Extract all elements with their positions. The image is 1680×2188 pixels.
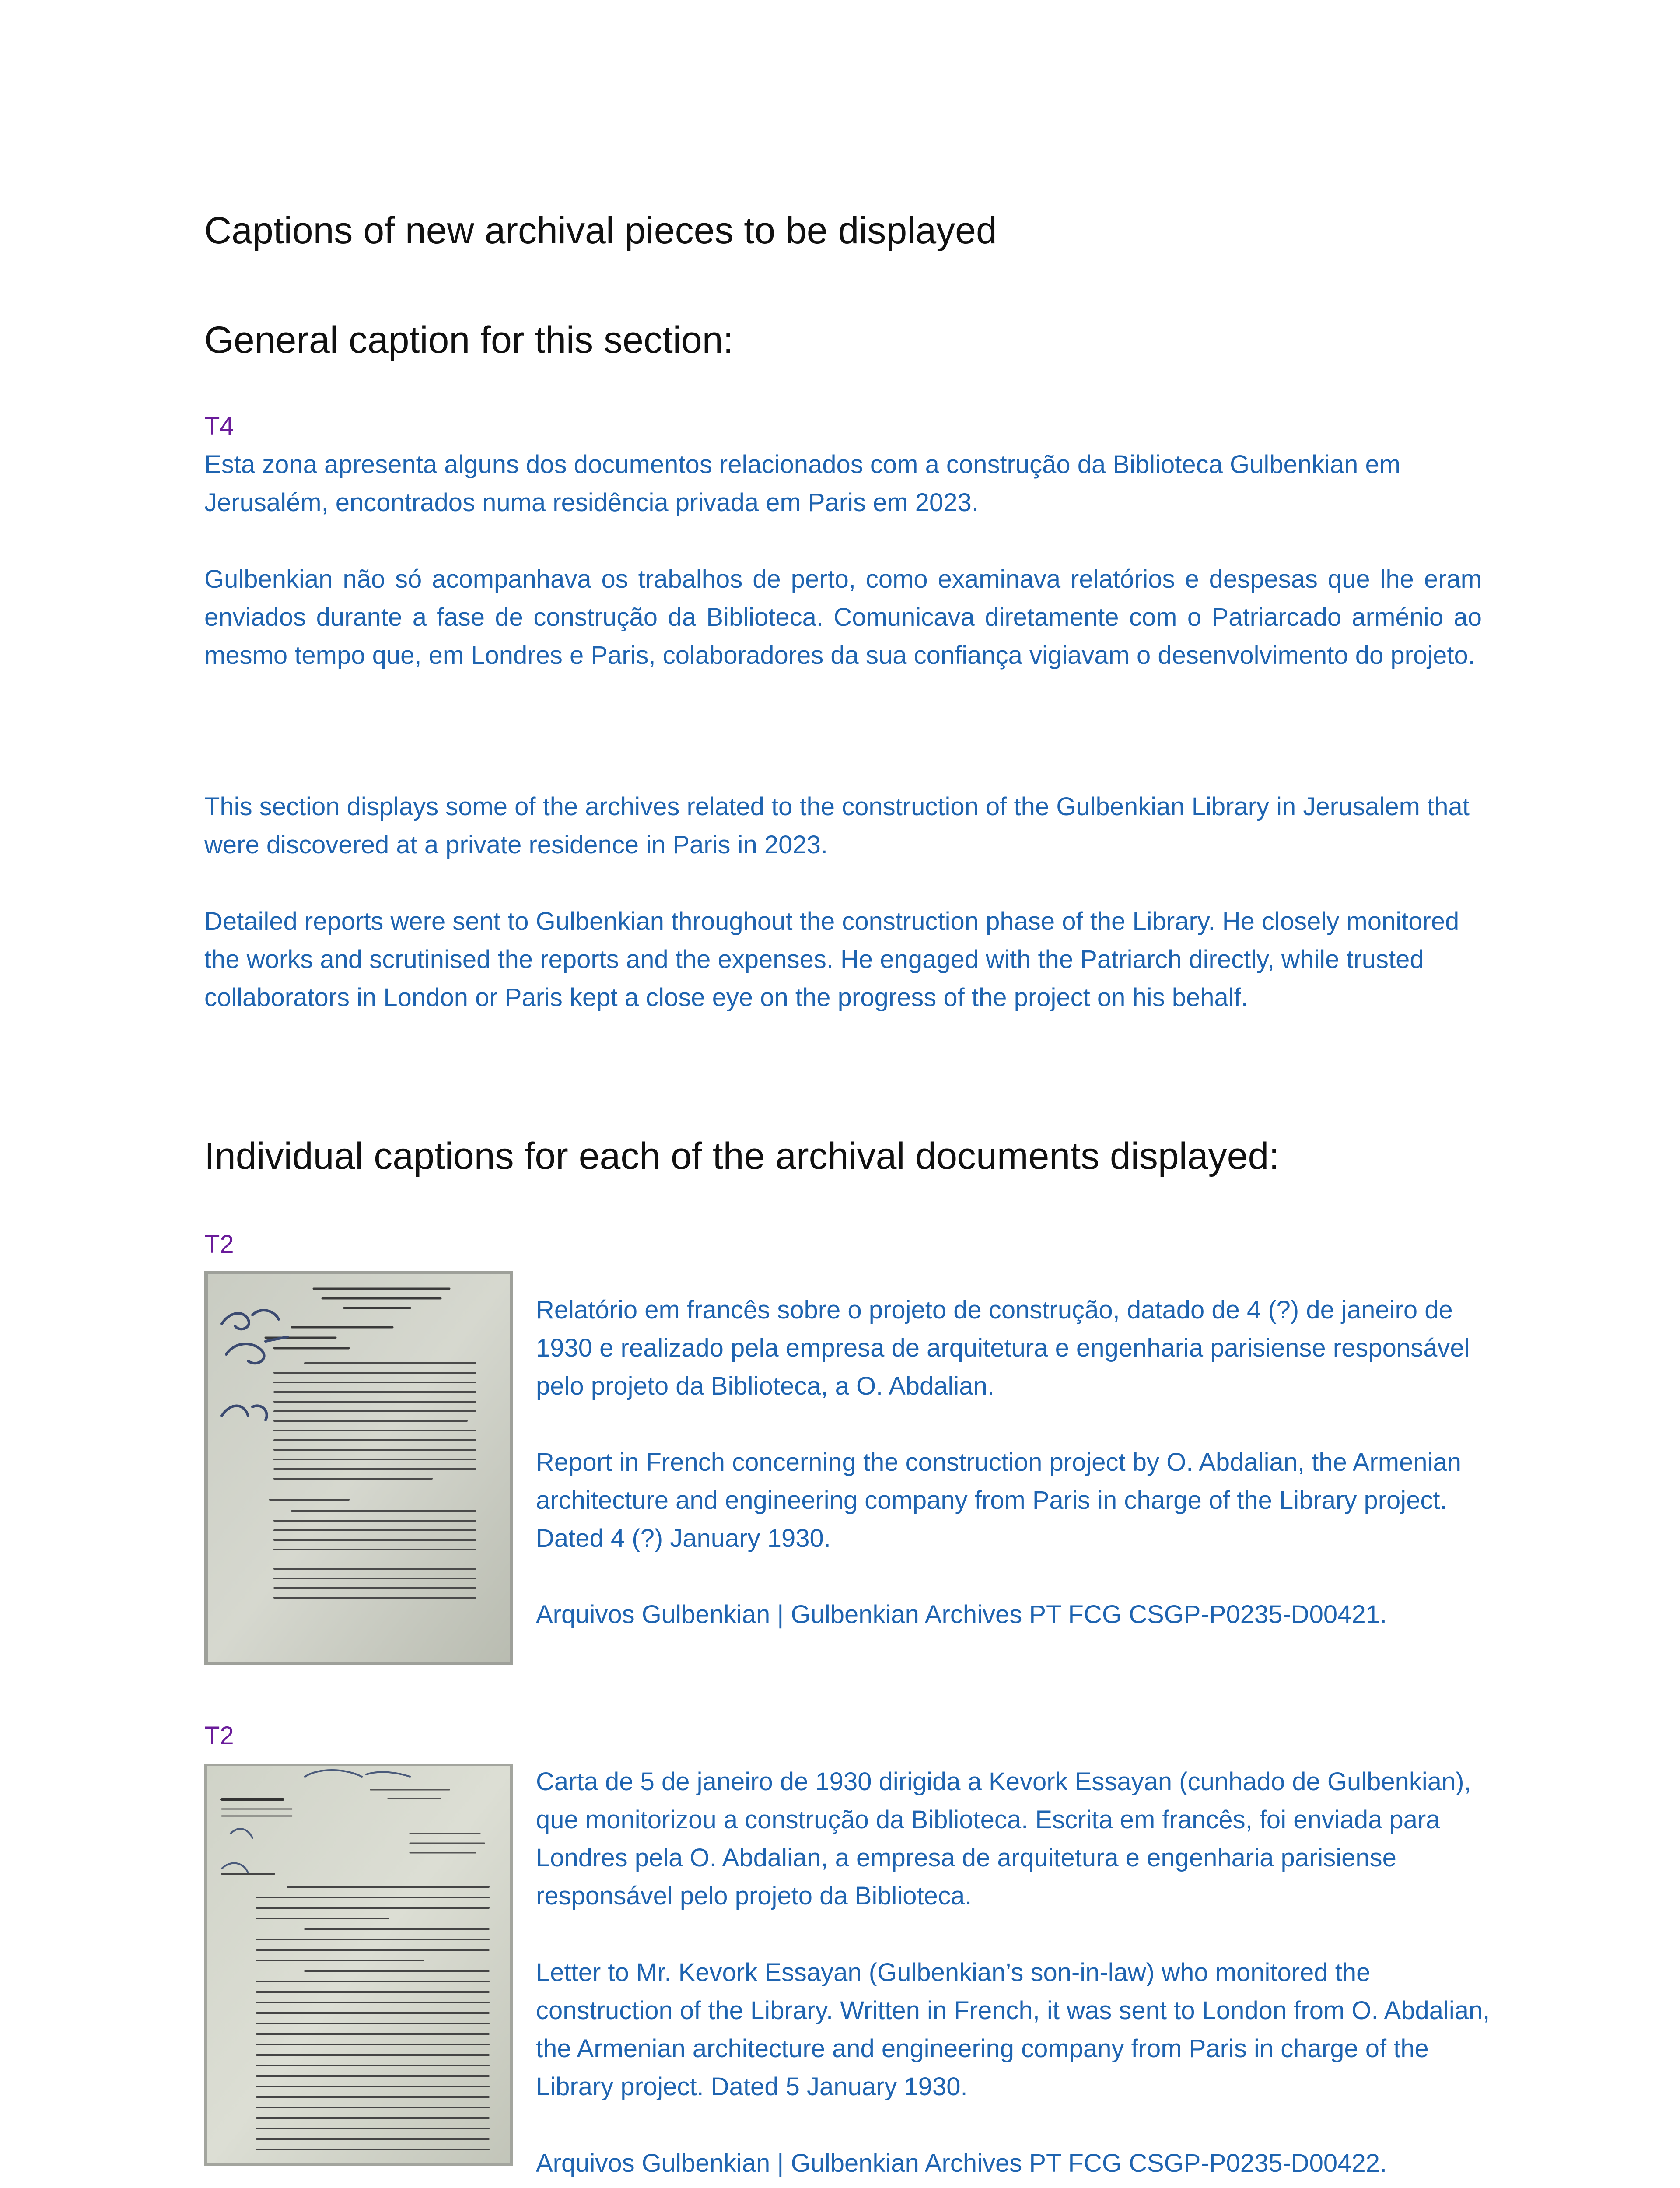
document-2-caption-en: Letter to Mr. Kevork Essayan (Gulbenkian’s son-in-law) who monitored the construction of the Library. Written in French, it was sent to London from O. Abdalian, the Armenian architecture and engineering company from Paris in charge of the Library project. Dated 5 January 1930. [536,1958,1490,2101]
page-title: Captions of new archival pieces to be displayed [204,210,997,252]
document-2-caption-pt: Carta de 5 de janeiro de 1930 dirigida a Kevork Essayan (cunhado de Gulbenkian), que monitorizou a construção da Biblioteca. Escrita em francês, foi enviada para Londres pela O. Abdalian, a empresa de arquitetura e engenharia parisiense responsável pelo projeto da Biblioteca. [536,1767,1471,1910]
general-caption-pt-paragraph-1: Esta zona apresenta alguns dos documentos relacionados com a construção da Biblioteca Gulbenkian em Jerusalém, encontrados numa residência privada em Paris em 2023. [204,450,1401,517]
general-caption-en-paragraph-2: Detailed reports were sent to Gulbenkian throughout the construction phase of the Library. He closely monitored the works and scrutinised the reports and the expenses. He engaged with the Patriarch directly, while trusted collaborators in London or Paris kept a close eye on the progress of the project on his behalf. [204,907,1460,1012]
general-caption-en-paragraph-1: This section displays some of the archives related to the construction of the Gulbenkian Library in Jerusalem that were discovered at a private residence in Paris in 2023. [204,792,1470,859]
general-caption-pt-paragraph-2: Gulbenkian não só acompanhava os trabalhos de perto, como examinava relatórios e despesas que lhe eram enviados durante a fase de construção da Biblioteca. Comunicava diretamente com o Patriarcado arménio ao mesmo tempo que, em Londres e Paris, colaboradores da sua confiança vigiavam o desenvolvimento do projeto. [204,565,1482,670]
general-caption-heading: General caption for this section: [204,319,734,361]
document-1-credit: Arquivos Gulbenkian | Gulbenkian Archives PT FCG CSGP-P0235-D00421. [536,1600,1387,1629]
document-1-caption-pt: Relatório em francês sobre o projeto de construção, datado de 4 (?) de janeiro de 1930 e realizado pela empresa de arquitetura e engenharia parisiense responsável pelo projeto da Biblioteca, a O. Abdalian. [536,1296,1470,1400]
general-section-tag: T4 [204,412,234,440]
document-2-tag: T2 [204,1722,234,1750]
document-1-report-image [204,1271,513,1665]
document-1-tag: T2 [204,1230,234,1259]
document-2-letter-image [204,1764,513,2166]
individual-captions-heading: Individual captions for each of the archival documents displayed: [204,1135,1280,1177]
document-2-credit: Arquivos Gulbenkian | Gulbenkian Archives PT FCG CSGP-P0235-D00422. [536,2149,1387,2177]
document-1-caption-en: Report in French concerning the construction project by O. Abdalian, the Armenian architecture and engineering company from Paris in charge of the Library project. Dated 4 (?) January 1930. [536,1448,1461,1553]
